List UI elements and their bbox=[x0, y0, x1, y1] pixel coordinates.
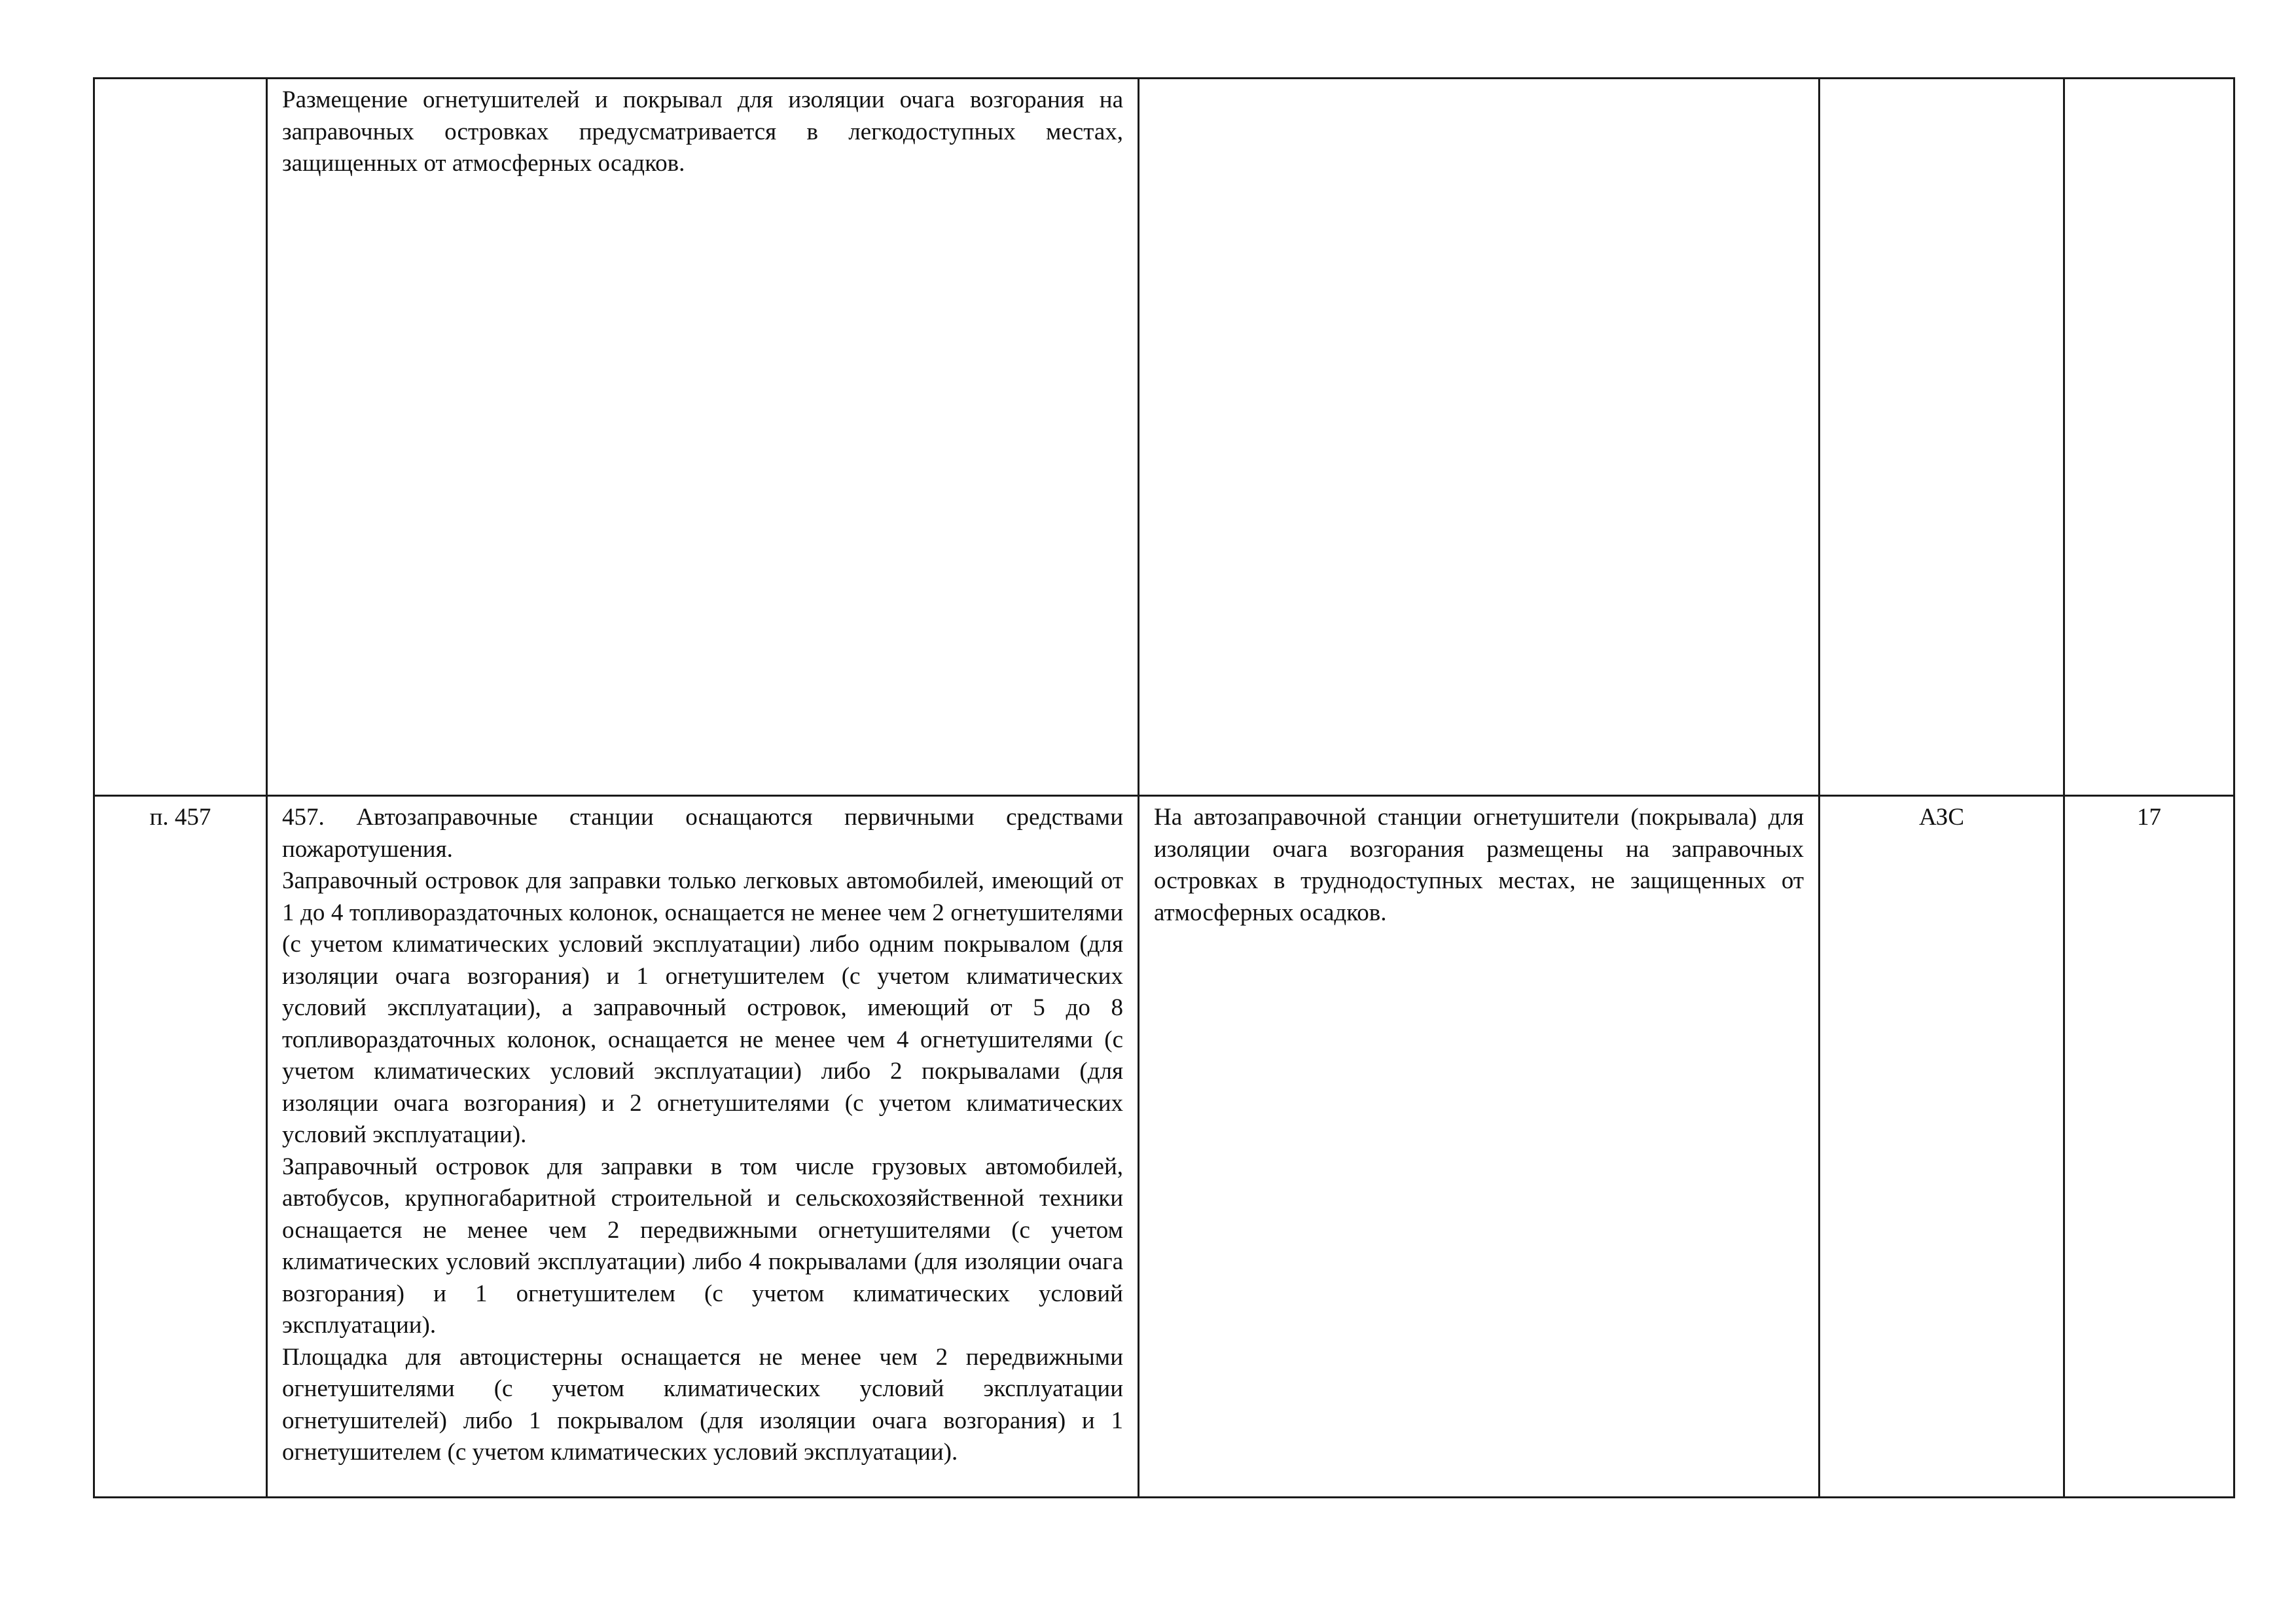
table-row bbox=[94, 796, 2234, 1498]
violation-cell: На автозаправочной станции огнетушители (покрывала) для изоляции очага возгорания размещены на заправочных островках в труднодоступных местах, не защищенных от атмосферных осадков. bbox=[1139, 796, 1820, 1498]
requirement-paragraph: Заправочный островок для заправки только легковых автомобилей, имеющий от 1 до 4 топливораздаточных колонок, оснащается не менее чем 2 огнетушителями (с учетом климатических условий эксплуатации) либо одним покрывалом (для изоляции очага возгорания) и 1 огнетушителем (с учетом климатических условий эксплуатации), а заправочный островок, имеющий от 5 до 8 топливораздаточных колонок, оснащается не менее чем 4 огнетушителями (с учетом климатических условий эксплуатации) либо 2 покрывалами (для изоляции очага возгорания) и 2 огнетушителями (с учетом климатических условий эксплуатации). bbox=[282, 867, 1123, 1148]
requirement-cell bbox=[267, 79, 1139, 796]
requirement-paragraph: Площадка для автоцистерны оснащается не менее чем 2 передвижными огнетушителями (с учетом климатических условий эксплуатации огнетушителей) либо 1 покрывалом (для изоляции очага возгорания) и 1 огнетушителем (с учетом климатических условий эксплуатации). bbox=[282, 1343, 1123, 1466]
clause-cell bbox=[94, 79, 267, 796]
requirement-paragraph: Заправочный островок для заправки в том числе грузовых автомобилей, автобусов, крупногабаритной строительной и сельскохозяйственной техники оснащается не менее чем 2 передвижными огнетушителями (с учетом климатических условий эксплуатации) либо 4 покрывалами (для изоляции очага возгорания) и 1 огнетушителем (с учетом климатических условий эксплуатации). bbox=[282, 1153, 1123, 1339]
requirement-cell bbox=[267, 796, 1139, 1498]
table-row bbox=[94, 79, 2234, 796]
requirements-table bbox=[93, 77, 2235, 1498]
clause-cell: п. 457 bbox=[94, 796, 267, 1498]
object-cell bbox=[1820, 79, 2064, 796]
requirement-paragraph: 457. Автозаправочные станции оснащаются первичными средствами пожаротушения. bbox=[282, 804, 1123, 863]
number-cell: 17 bbox=[2064, 796, 2234, 1498]
object-cell: АЗС bbox=[1820, 796, 2064, 1498]
requirement-paragraph: Размещение огнетушителей и покрывал для изоляции очага возгорания на заправочных островках предусматривается в легкодоступных местах, защищенных от атмосферных осадков. bbox=[282, 86, 1123, 177]
violation-cell bbox=[1139, 79, 1820, 796]
number-cell bbox=[2064, 79, 2234, 796]
